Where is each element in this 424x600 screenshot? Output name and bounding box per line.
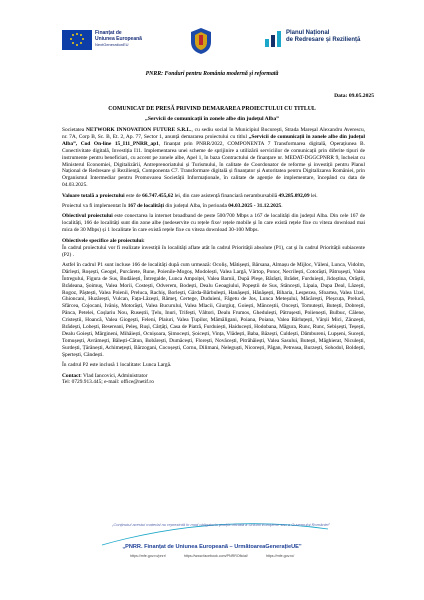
paragraph-value: Valoare totală a proiectului este de 66.747.455,62 lei, din care asistență financiară nerambursabilă 49.285.092,09 lei. xyxy=(62,192,318,199)
paragraph-localities: Astfel în cadrul P1 sunt incluse 166 de localități după cum urmează: Ocoliș, Mătișești, Bârsana, Almașu de Mijloc, Văleni, Lunca, Vidolm, Dârlești, Roșești, Geogel, Purcărete, Rune, Poienile-Mogoș, Modolești, Valea Largă, Vârtop, Ponor, Necrilești, Cotorăști, Pătrușești, Valea Întregului, Figura de Sus, Budăiești, Întregalde, Lunca Ampoiței, Valea Barnii, După Pleșe, Bărăști, Brădet, Furduiești, Jidoștina, Orăștii, Brădeana, Șoimuș, Valea Morii, Costești, Odverem, Bodești, Dealu Geoagiului, Popeștii de Sus, Stâncești, Lipaia, Dupa Deal, Lăzești, Rogoz, Păștești, Valea Poienii, Preluca, Rachiș, Borlești, Gârda-Bărbulești, Hanășești, Hănășești, Biharia, Lespezea, Sfoartea, Valea Uzei, Ghioncani, Huzărești, Vulcan, Fața-Lăzești, Râmeț, Certege, Duduieni, Fâgetu de Jos, Lunca Meteșului, Măcărești, Pleșcuța, Prelucă, Sfârcea, Cojocani, Ivăniș, Motorăști, Valea Bucurului, Valea Mlacii, Giurgiuț, Goiești, Mănceștii, Oncești, Tomutești, Butești, Dobrești, Pânca, Petelei, Coșlariu Nou, Ruseștii, Țelu, Inuri, Trifești, Vâltori, Dealu Frumos, Ghedulești, Pătrușesti, Poiienești, Bulbuc, Călene, Cristeștii, Hoancă, Valea Giogești, Feleni, Plaiuri, Valea Țupilor, Mămăligani, Poiana, Poiana, Valea Bârluțești, Vârșii Mici, Zânzești, Brădești, Lobești, Besereani, Peleș, Ruși, Cârțăți, Casa de Piatră, Furduiești, Haiducești, Hodobana, Măgura, Runc, Runc, Sebișești, Teșești, Dealu Goiești, Mârgineni, Mihăiești, Ocnișoara, Șimocești, Șoicești, Vința, Vlădești, Baba, Băzești, Culdești, Dâmbureni, Lupșeni, Sucești, Tomușești, Avrămești, Bălești-Cătun, Bobărești, Dumăcești, Florești, Novăcești, Pitrăhăiești, Valea Sasului, Butești, Măghierat, Niculești, Surdești, Țărănești, Achimețești, Bărzogani, Cocoșești, Cornu, Dilimani, Neleguști, Nicorești, Păgan, Petreasa, Burzești, Sohodol, Boldești, Șpertești, Căndești. xyxy=(62,261,365,358)
eu-line-1: Finanțat de xyxy=(95,30,122,36)
paragraph-specific-objectives: Obiectivele specifice ale proiectului: xyxy=(62,237,145,244)
header xyxy=(0,0,424,80)
paragraph-location: Proiectul va fi implementat în 167 de localități din județul Alba, în perioada 04.03.2025 - 31.12.2025. xyxy=(62,203,283,210)
pnrr-logo xyxy=(264,30,360,48)
contact-block: Contact: Vlad Iancovici, Administrator Tel: 0729.913.445; e-mail: office@netif.ro xyxy=(62,372,154,386)
pnrr-logo-icon xyxy=(264,30,282,48)
paragraph-p2: În cadrul P2 este inclusă 1 localitate: Lunca Largă. xyxy=(62,362,172,369)
company-name: NETWORK INNOVATION FUTURE S.R.L. xyxy=(86,127,192,133)
total-value: 66.747.455,62 xyxy=(142,192,174,199)
document-title: COMUNICAT DE PRESĂ PRIVIND DEMARAREA PROIECTULUI CU TITLUL xyxy=(108,106,316,112)
eu-logo xyxy=(62,30,142,50)
tagline: PNRR: Fonduri pentru România modernă și reformată xyxy=(145,71,279,77)
pnrr-line-1: Planul Național xyxy=(286,30,330,36)
eu-line-2: Uniunea Europeană xyxy=(95,36,142,42)
paragraph-priorities: În cadrul proiectului vor fi realizate investiții în localități aflate atât în cadrul Priorității absolute (P1), cat și în cadrul Priorității subiacente (P2) . xyxy=(62,244,365,258)
project-title: „Servicii de comunicații în zonele albe din județul Alba”, Cod On-line 15_I11_PNRR_ap1 xyxy=(62,133,365,147)
document-date: Data: 09.05.2025 xyxy=(334,93,374,99)
document-subtitle: „Servicii de comunicații în zonele albe din județul Alba” xyxy=(145,116,279,122)
paragraph-intro: Societatea NETWORK INNOVATION FUTURE S.R.L., cu sediu social în Municipiul București, Strada Mareșal Alexandru Averescu, nr. 7A, Corp B, Sc. B, Et. 2, Ap. 77, Sector 1, anunță demararea proiectului cu titlul „Servicii de comunicații în zonele albe din județul Alba”, Cod On-line 15_I11_PNRR_ap1, finanțat prin PNRR/2022, COMPONENTA 7 Transformarea digitală, Operațiunea B. Conectivitate digitală, Investiția I11. Implementarea unei scheme de sprijinire a utilizării serviciilor de comunicații prin diferite tipuri de instrumente pentru beneficiari, cu accent pe zonele albe, Apel 1, în baza Contractului de finanțare nr. MEDAT-DGGCPNRR 9, încheiat cu Ministerul Economiei, Digitalizării, Antreprenoriatului și Turismului, în calitate de Coordonator de reforme și investiții pentru Planul Național de Redresare și Reziliență, Componenta C7. Transformare digitală și finanțator și Autoritatea pentru Digitalizarea României, prin Organismul Intermediar pentru Promovarea Societății Informaționale, în calitate de agenție de implementare, începând cu data de 04.03.2025. xyxy=(62,127,365,189)
paragraph-objective: Obiectivul proiectului este conectarea la internet broadband de peste 500/700 Mbps a 167 de localități din județul Alba. Din cele 167 de localități, 166 de localități sunt din zone albe (nedeservite cu rețele fixe/ rețele mobile și în care există rețele fixe cu viteza download mai mica de 30 Mbps) și 1 localitate în care există rețele fixe cu viteza download 30-100 Mbps. xyxy=(62,213,365,234)
grant-value: 49.285.092,09 xyxy=(278,192,310,199)
document-body xyxy=(62,127,365,386)
footer-links xyxy=(130,554,294,558)
footer-link-mfe[interactable]: https://mfe.gov.ro/ xyxy=(265,554,295,558)
footer-link-facebook[interactable]: https://www.facebook.com/PNRROficial/ xyxy=(183,554,248,558)
footer-disclaimer: „Conținutul acestui material nu reprezintă în mod obligatoriu poziția oficială a Uniunii Europene sau a Guvernului României” xyxy=(112,522,330,527)
footer-link-pnrr[interactable]: https://mfe.gov.ro/pnrr/ xyxy=(130,554,166,558)
eu-flag-icon xyxy=(62,30,92,50)
contact-phone-email: Tel: 0729.913.445; e-mail: office@netif.ro xyxy=(62,379,154,386)
project-period: 04.03.2025 - 31.12.2025 xyxy=(228,203,282,210)
pnrr-line-2: de Redresare și Reziliență xyxy=(286,37,361,43)
footer-slogan: „PNRR. Finanțat de Uniunea Europeană – UrmătoareaGenerațieUE” xyxy=(122,544,302,550)
romania-coat-of-arms-icon xyxy=(187,26,215,56)
eu-line-3: NextGenerationEU xyxy=(95,42,129,47)
footer xyxy=(0,510,424,570)
